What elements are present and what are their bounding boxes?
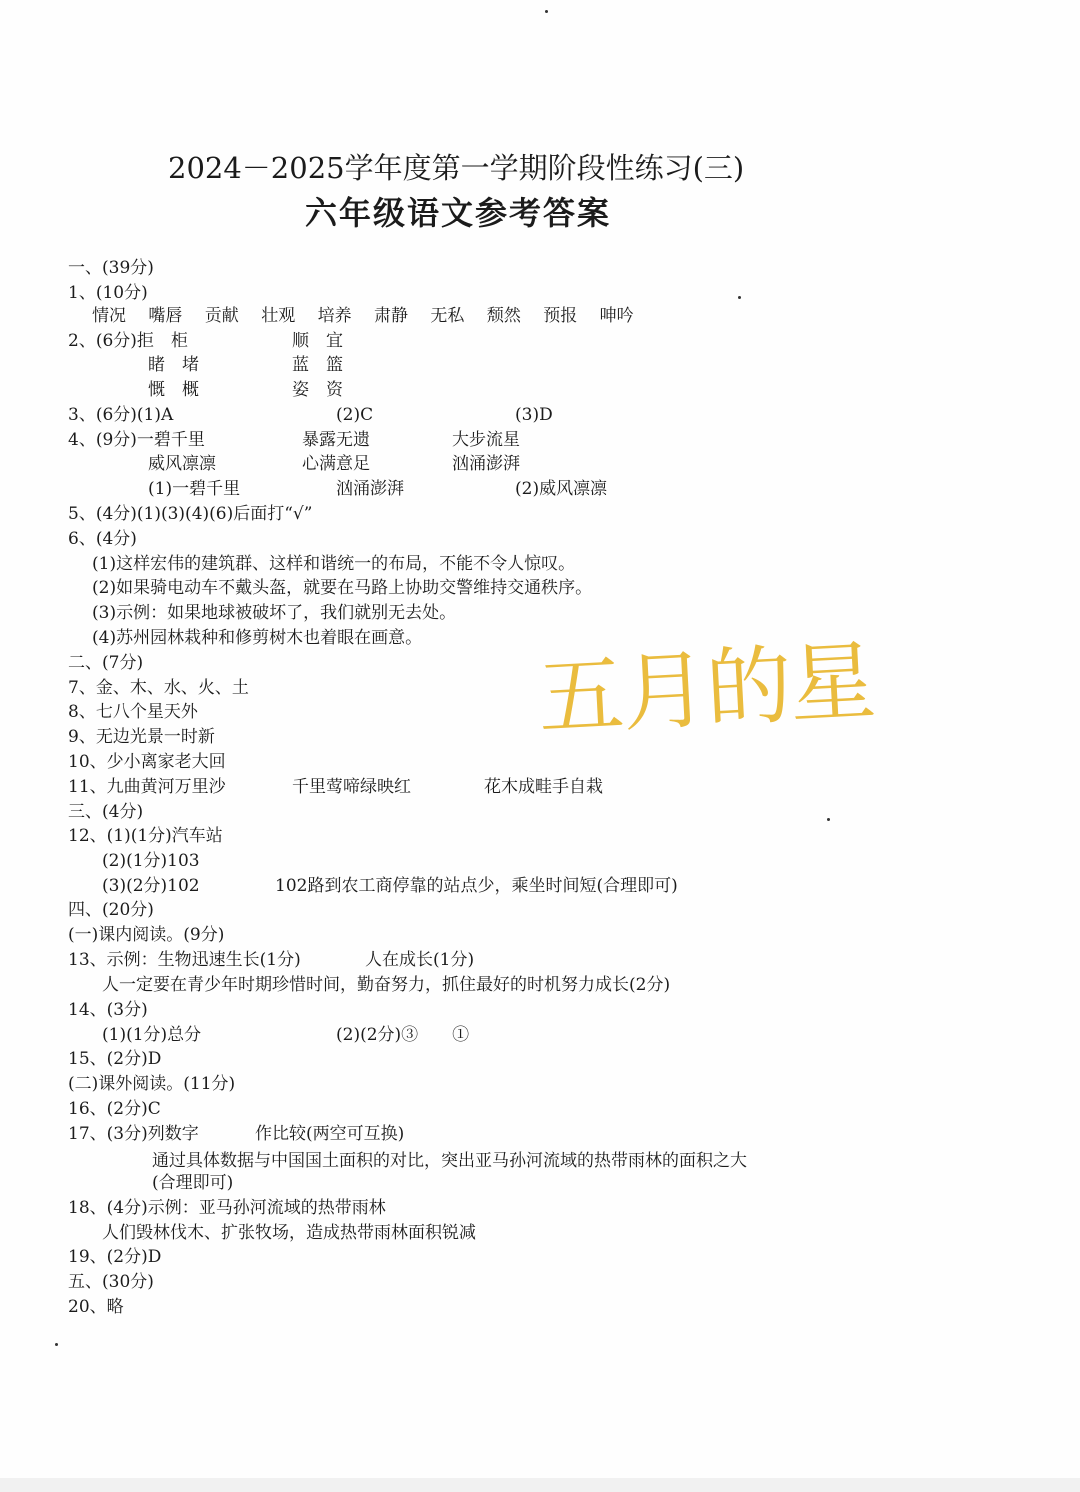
- title-line-1: 2024－2025学年度第一学期阶段性练习(三): [168, 151, 745, 185]
- answer-line: 12、(1)(1分)汽车站: [68, 826, 223, 846]
- answer-line: 人一定要在青少年时期珍惜时间，勤奋努力，抓住最好的时机努力成长(2分): [102, 975, 671, 995]
- answer-line: (一)课内阅读。(9分): [68, 925, 225, 945]
- answer-line: (1)(1分)总分: [102, 1025, 202, 1045]
- scan-speck: [55, 1343, 58, 1346]
- answer-line: 顺 宜: [292, 331, 343, 351]
- title-line-2: 六年级语文参考答案: [305, 194, 612, 232]
- answer-line: 三、(4分): [68, 802, 144, 822]
- answer-line: (3)示例：如果地球被破坏了，我们就别无去处。: [92, 603, 457, 623]
- answer-line: 汹涌澎湃: [452, 454, 520, 474]
- answer-line: 威风凛凛: [148, 454, 216, 474]
- answer-line: 7、金、木、水、火、土: [68, 678, 249, 698]
- answer-line: 作比较(两空可互换): [255, 1124, 405, 1144]
- answer-line: 11、九曲黄河万里沙: [68, 777, 226, 797]
- answer-line: (2)(1分)103: [102, 851, 200, 871]
- answer-line: 暴露无遗: [302, 430, 370, 450]
- scan-speck: [738, 296, 741, 299]
- answer-line: 5、(4分)(1)(3)(4)(6)后面打“√”: [68, 504, 313, 524]
- answer-line: 102路到农工商停靠的站点少，乘坐时间短(合理即可): [275, 876, 678, 896]
- answer-line: 15、(2分)D: [68, 1049, 162, 1069]
- answer-line: 姿 资: [292, 380, 343, 400]
- answer-line: 慨 概: [148, 380, 199, 400]
- answer-line: 汹涌澎湃: [336, 479, 404, 499]
- scan-speck: [827, 818, 830, 821]
- answer-line: (二)课外阅读。(11分): [68, 1074, 236, 1094]
- answer-line: 通过具体数据与中国国土面积的对比，突出亚马孙河流域的热带雨林的面积之大: [152, 1151, 747, 1171]
- answer-line: 13、示例：生物迅速生长(1分): [68, 950, 301, 970]
- answer-line: 花木成畦手自栽: [484, 777, 603, 797]
- answer-line: 1、(10分): [68, 283, 148, 303]
- answer-line: 19、(2分)D: [68, 1247, 162, 1267]
- answer-line: 2、(6分)拒 柜: [68, 331, 188, 351]
- answer-line: 人在成长(1分): [365, 950, 475, 970]
- answer-line: 四、(20分): [68, 900, 154, 920]
- answer-line: (3)D: [515, 405, 553, 425]
- answer-line: 二、(7分): [68, 653, 144, 673]
- handwritten-signature: 五月的星: [535, 631, 877, 749]
- answer-line: (2)(2分)③ ①: [336, 1025, 470, 1045]
- answer-line: 20、略: [68, 1297, 124, 1317]
- answer-line: (2)如果骑电动车不戴头盔，就要在马路上协助交警维持交通秩序。: [92, 578, 593, 598]
- answer-line: 8、七八个星天外: [68, 702, 198, 722]
- answer-line: 心满意足: [302, 454, 370, 474]
- answer-line: 6、(4分): [68, 529, 137, 549]
- answer-line: (3)(2分)102: [102, 876, 200, 896]
- answer-line: 千里莺啼绿映红: [292, 777, 411, 797]
- answer-line: (4)苏州园林栽种和修剪树木也着眼在画意。: [92, 628, 423, 648]
- answer-line: 情况 嘴唇 贡献 壮观 培养 肃静 无私 颓然 预报 呻吟: [92, 306, 634, 326]
- answer-line: 18、(4分)示例：亚马孙河流域的热带雨林: [68, 1198, 386, 1218]
- scan-speck: [545, 10, 548, 13]
- answer-line: 16、(2分)C: [68, 1099, 161, 1119]
- answer-line: 17、(3分)列数字: [68, 1124, 199, 1144]
- answer-line: (合理即可): [152, 1173, 234, 1193]
- answer-line: 大步流星: [452, 430, 520, 450]
- answer-line: 10、少小离家老大回: [68, 752, 226, 772]
- answer-line: 4、(9分)一碧千里: [68, 430, 205, 450]
- answer-line: 14、(3分): [68, 1000, 148, 1020]
- answer-line: 睹 堵: [148, 355, 199, 375]
- answer-line: (2)C: [336, 405, 374, 425]
- answer-line: 9、无边光景一时新: [68, 727, 215, 747]
- answer-line: 一、(39分): [68, 258, 154, 278]
- answer-line: (2)威风凛凛: [515, 479, 608, 499]
- answer-line: (1)一碧千里: [148, 479, 241, 499]
- answer-line: 蓝 篮: [292, 355, 343, 375]
- answer-line: 人们毁林伐木、扩张牧场，造成热带雨林面积锐减: [102, 1223, 476, 1243]
- answer-line: 五、(30分): [68, 1272, 154, 1292]
- answer-line: (1)这样宏伟的建筑群、这样和谐统一的布局，不能不令人惊叹。: [92, 554, 576, 574]
- answer-line: 3、(6分)(1)A: [68, 405, 174, 425]
